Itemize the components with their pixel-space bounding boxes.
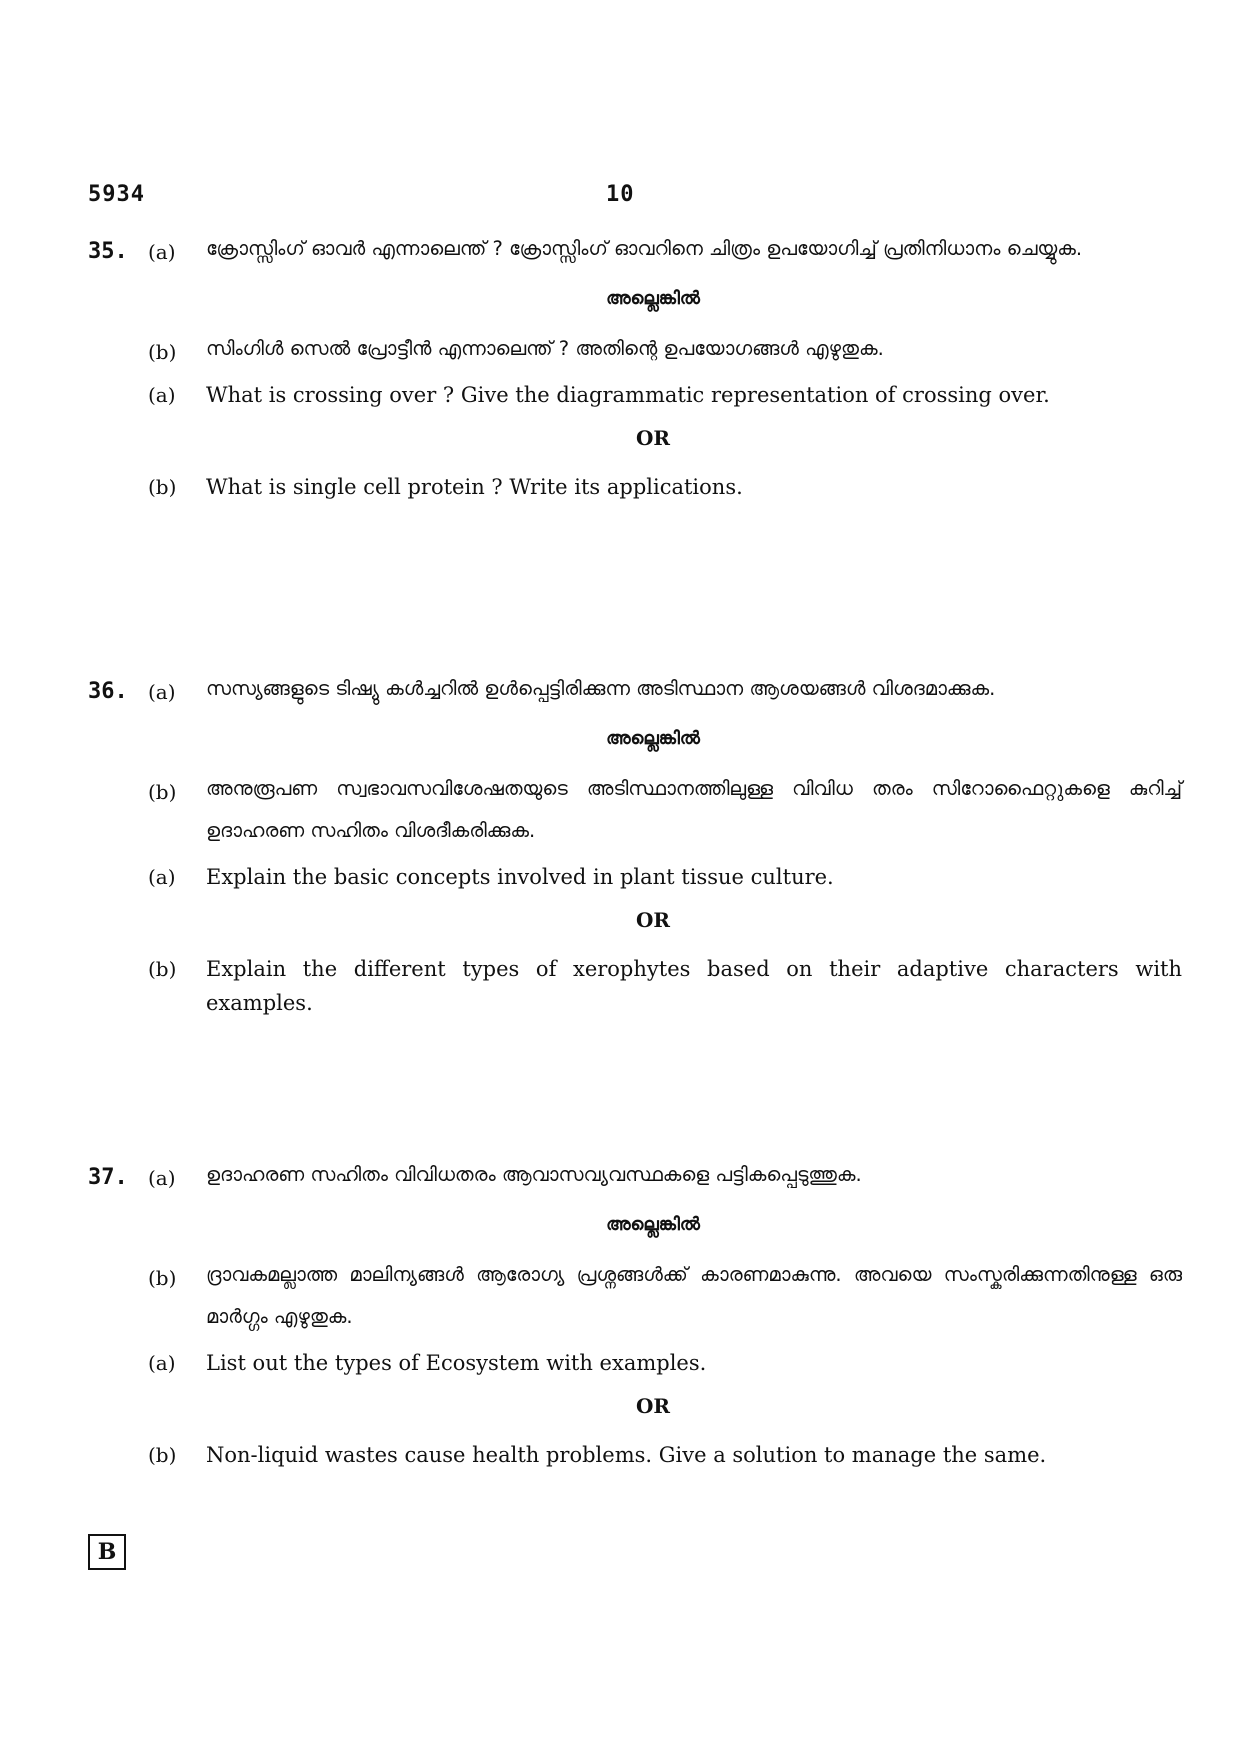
q35-english-part-b <box>88 470 1100 504</box>
q37-english-part-a <box>88 1346 1100 1380</box>
question-36 <box>88 668 1182 1020</box>
part-label: (a) <box>148 383 176 407</box>
question-number: 37. <box>88 1165 128 1190</box>
question-35 <box>88 228 1100 504</box>
or-separator-ml: അല്ലെങ്കിൽ <box>606 288 700 309</box>
part-label: (a) <box>148 240 176 264</box>
part-label: (a) <box>148 1351 176 1375</box>
q37-malayalam-part-b <box>88 1254 1182 1338</box>
question-37 <box>88 1154 1182 1472</box>
part-label: (b) <box>148 1266 177 1290</box>
or-separator-ml: അല്ലെങ്കിൽ <box>606 1214 700 1235</box>
question-text: അനുരൂപണ സ്വഭാവസവിശേഷതയുടെ അടിസ്ഥാനത്തിലുള്ള വിവിധ തരം സിറോഫൈറ്റുകളെ കുറിച്ച് ഉദാഹരണ സഹിതം വിശദീകരിക്കുക. <box>206 777 1182 842</box>
q36-english-part-a <box>88 860 1100 894</box>
question-text: ക്രോസ്സിംഗ് ഓവർ എന്നാലെന്ത് ? ക്രോസ്സിംഗ് ഓവറിനെ ചിത്രം ഉപയോഗിച്ച് പ്രതിനിധാനം ചെയ്യുക. <box>206 237 1083 260</box>
q36-malayalam-part-a <box>88 668 1100 710</box>
q35-malayalam-part-a <box>88 228 1100 270</box>
or-separator: OR <box>635 1394 671 1418</box>
q35-english-part-a <box>88 378 1100 412</box>
question-text: List out the types of Ecosystem with examples. <box>206 1351 707 1375</box>
page-header <box>88 182 1100 212</box>
or-separator-ml: അല്ലെങ്കിൽ <box>606 728 700 749</box>
question-text: ദ്രാവകമല്ലാത്ത മാലിന്യങ്ങൾ ആരോഗ്യ പ്രശ്നങ്ങൾക്ക് കാരണമാകുന്നു. അവയെ സംസ്കരിക്കുന്നതിനുള്ള ഒരു മാർഗ്ഗം എഴുതുക. <box>206 1263 1182 1328</box>
part-label: (b) <box>148 780 177 804</box>
q37-malayalam-part-a <box>88 1154 1100 1196</box>
or-separator: OR <box>635 908 671 932</box>
q37-english-part-b <box>88 1438 1100 1472</box>
part-label: (a) <box>148 1166 176 1190</box>
question-text: ഉദാഹരണ സഹിതം വിവിധതരം ആവാസവ്യവസ്ഥകളെ പട്ടികപ്പെടുത്തുക. <box>206 1163 862 1186</box>
part-label: (b) <box>148 1443 177 1467</box>
part-label: (b) <box>148 957 177 981</box>
part-label: (b) <box>148 340 177 364</box>
q36-english-part-b <box>88 952 1182 1020</box>
question-text: Explain the basic concepts involved in plant tissue culture. <box>206 865 834 889</box>
or-separator: OR <box>635 426 671 450</box>
page-number: 10 <box>606 182 635 207</box>
question-text: സിംഗിൾ സെൽ പ്രോട്ടീൻ എന്നാലെന്ത് ? അതിന്റെ ഉപയോഗങ്ങൾ എഴുതുക. <box>206 337 884 360</box>
question-number: 35. <box>88 239 128 264</box>
part-label: (b) <box>148 475 177 499</box>
question-text: What is crossing over ? Give the diagrammatic representation of crossing over. <box>206 383 1050 407</box>
question-paper-code: 5934 <box>88 182 145 207</box>
question-text: Non-liquid wastes cause health problems. Give a solution to manage the same. <box>206 1443 1047 1467</box>
part-label: (a) <box>148 680 176 704</box>
version-box: B <box>88 1534 126 1570</box>
part-label: (a) <box>148 865 176 889</box>
question-text: What is single cell protein ? Write its applications. <box>206 475 743 499</box>
question-number: 36. <box>88 679 128 704</box>
q35-malayalam-part-b <box>88 328 1100 370</box>
question-text: സസ്യങ്ങളുടെ ടിഷ്യു കൾച്ചറിൽ ഉൾപ്പെട്ടിരിക്കുന്ന അടിസ്ഥാന ആശയങ്ങൾ വിശദമാക്കുക. <box>206 677 996 700</box>
q36-malayalam-part-b <box>88 768 1182 852</box>
question-text: Explain the different types of xerophytes based on their adaptive characters with examples. <box>206 957 1182 1015</box>
